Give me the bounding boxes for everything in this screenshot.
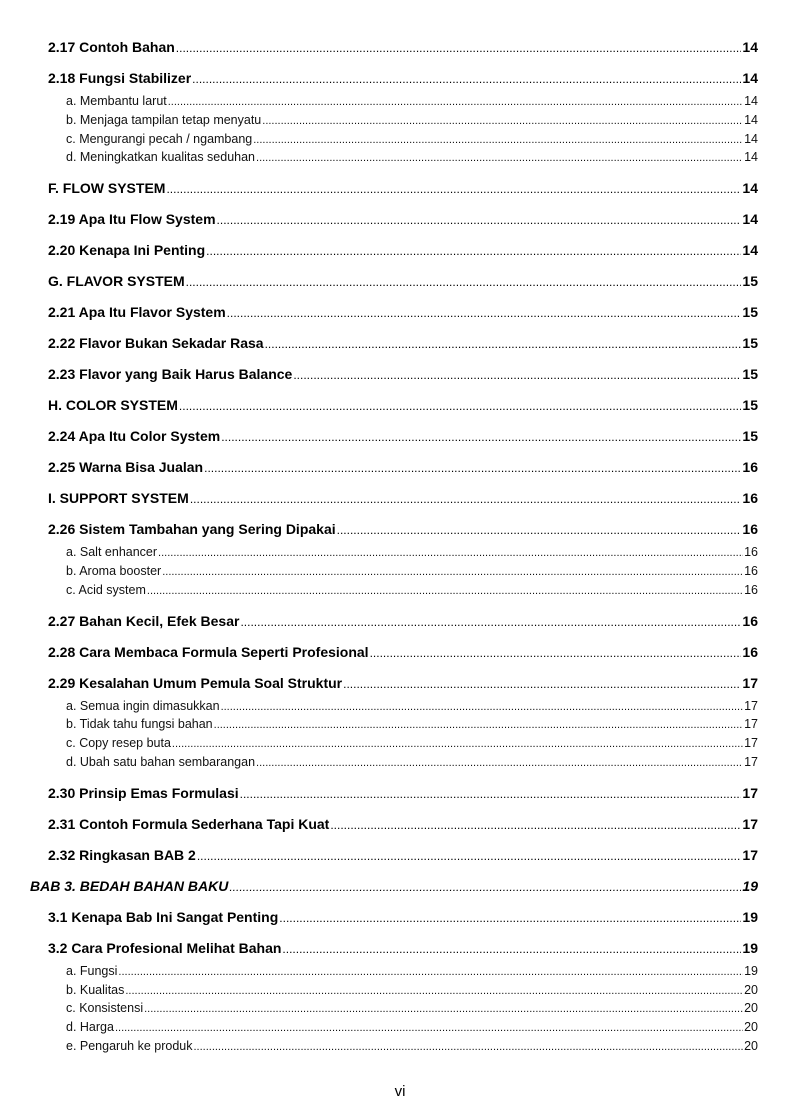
toc-entry-page: 14 bbox=[742, 180, 758, 197]
toc-entry-page: 15 bbox=[742, 397, 758, 414]
dot-leader bbox=[118, 964, 743, 982]
toc-entry-main[interactable] bbox=[48, 846, 758, 866]
toc-entry-sub[interactable] bbox=[48, 544, 758, 563]
dot-leader bbox=[204, 459, 741, 478]
toc-entry-title: a. Fungsi bbox=[66, 963, 118, 978]
dot-leader bbox=[147, 583, 743, 601]
toc-entry-page: 19 bbox=[742, 877, 758, 894]
dot-leader bbox=[192, 70, 741, 89]
dot-leader bbox=[217, 211, 742, 230]
toc-entry-main[interactable] bbox=[48, 365, 758, 385]
toc-entry-sub[interactable] bbox=[48, 1019, 758, 1038]
toc-entry-title: c. Copy resep buta bbox=[66, 736, 171, 751]
toc-entry-sub[interactable] bbox=[48, 563, 758, 582]
toc-entry-page: 17 bbox=[742, 674, 758, 691]
toc-entry-sub[interactable] bbox=[48, 1000, 758, 1019]
toc-entry-title: b. Menjaga tampilan tetap menyatu bbox=[66, 112, 262, 127]
toc-entry-title: a. Salt enhancer bbox=[66, 545, 158, 560]
toc-entry-page: 19 bbox=[742, 939, 758, 956]
dot-leader bbox=[265, 335, 742, 354]
toc-entry-page: 15 bbox=[742, 428, 758, 445]
dot-leader bbox=[227, 304, 742, 323]
dot-leader bbox=[337, 521, 742, 540]
dot-leader bbox=[168, 94, 743, 112]
toc-entry-main[interactable] bbox=[48, 458, 758, 478]
dot-leader bbox=[206, 242, 741, 261]
toc-entry-title: a. Semua ingin dimasukkan bbox=[66, 698, 220, 713]
toc-entry-page: 14 bbox=[744, 150, 758, 165]
toc-entry-title: b. Aroma booster bbox=[66, 563, 162, 578]
toc-entry-page: 16 bbox=[742, 612, 758, 629]
toc-entry-page: 16 bbox=[742, 643, 758, 660]
toc-entry-page: 16 bbox=[742, 490, 758, 507]
dot-leader bbox=[240, 613, 741, 632]
toc-entry-main[interactable] bbox=[48, 427, 758, 447]
toc-entry-page: 17 bbox=[744, 698, 758, 713]
dot-leader bbox=[256, 150, 743, 168]
toc-entry-main[interactable] bbox=[48, 241, 758, 261]
toc-entry-title: 2.17 Contoh Bahan bbox=[48, 39, 175, 55]
toc-entry-title: b. Kualitas bbox=[66, 982, 125, 997]
toc-entry-page: 14 bbox=[742, 70, 758, 86]
toc-entry-title: 2.31 Contoh Formula Sederhana Tapi Kuat bbox=[48, 815, 330, 832]
toc-entry-page: 19 bbox=[744, 963, 758, 978]
dot-leader bbox=[179, 397, 742, 416]
toc-entry-sub[interactable] bbox=[48, 582, 758, 601]
toc-entry-section[interactable] bbox=[48, 272, 758, 292]
dot-leader bbox=[190, 490, 742, 509]
toc-entry-sub[interactable] bbox=[48, 131, 758, 150]
toc-entry-title: 2.21 Apa Itu Flavor System bbox=[48, 304, 226, 321]
toc-entry-title: H. COLOR SYSTEM bbox=[48, 397, 178, 414]
toc-entry-page: 17 bbox=[742, 815, 758, 832]
toc-entry-page: 14 bbox=[744, 94, 758, 108]
toc-entry-title: 2.32 Ringkasan BAB 2 bbox=[48, 846, 196, 863]
dot-leader bbox=[293, 366, 741, 385]
toc-entry-sub[interactable] bbox=[48, 149, 758, 168]
toc-entry-title: G. FLAVOR SYSTEM bbox=[48, 273, 185, 290]
toc-entry-section[interactable] bbox=[48, 396, 758, 416]
toc-entry-page: 20 bbox=[744, 982, 758, 997]
toc-entry-main[interactable] bbox=[48, 210, 758, 230]
toc-entry-title: c. Konsistensi bbox=[66, 1001, 144, 1016]
toc-entry-sub[interactable] bbox=[48, 1038, 758, 1057]
dot-leader bbox=[186, 273, 742, 292]
toc-entry-page: 17 bbox=[744, 754, 758, 769]
toc-entry-page: 17 bbox=[744, 717, 758, 732]
toc-entry-main[interactable] bbox=[48, 939, 758, 959]
dot-leader bbox=[144, 1001, 743, 1019]
toc-entry-title: BAB 3. BEDAH BAHAN BAKU bbox=[30, 877, 229, 894]
toc-entry-main[interactable] bbox=[48, 69, 758, 89]
dot-leader bbox=[176, 39, 742, 58]
toc-entry-page: 20 bbox=[744, 1038, 758, 1053]
toc-entry-sub[interactable] bbox=[48, 112, 758, 131]
dot-leader bbox=[193, 1039, 743, 1057]
toc-entry-page: 17 bbox=[744, 736, 758, 751]
page-number: vi bbox=[394, 1083, 406, 1100]
toc-entry-title: c. Mengurangi pecah / ngambang bbox=[66, 131, 253, 146]
toc-entry-page: 14 bbox=[742, 39, 758, 55]
toc-entry-page: 15 bbox=[742, 335, 758, 352]
dot-leader bbox=[370, 644, 742, 663]
toc-entry-section[interactable] bbox=[48, 489, 758, 509]
dot-leader bbox=[282, 940, 741, 959]
toc-entry-title: c. Acid system bbox=[66, 582, 146, 597]
dot-leader bbox=[125, 983, 743, 1001]
toc-entry-page: 17 bbox=[742, 784, 758, 801]
toc-entry-page: 16 bbox=[742, 521, 758, 538]
toc-entry-section[interactable] bbox=[48, 179, 758, 199]
toc-entry-title: 2.30 Prinsip Emas Formulasi bbox=[48, 784, 239, 801]
toc-entry-page: 16 bbox=[744, 582, 758, 597]
toc-entry-title: a. Membantu larut bbox=[66, 94, 167, 108]
toc-entry-title: d. Ubah satu bahan sembarangan bbox=[66, 754, 256, 769]
toc-entry-title: b. Tidak tahu fungsi bahan bbox=[66, 717, 213, 732]
dot-leader bbox=[158, 545, 743, 563]
dot-leader bbox=[240, 785, 742, 804]
toc-entry-chapter[interactable] bbox=[30, 877, 758, 897]
toc-entry-main[interactable] bbox=[48, 643, 758, 663]
toc-entry-sub[interactable] bbox=[48, 93, 758, 112]
toc-entry-title: e. Pengaruh ke produk bbox=[66, 1038, 193, 1053]
dot-leader bbox=[197, 847, 742, 866]
toc-entry-sub[interactable] bbox=[48, 982, 758, 1001]
toc-entry-main[interactable] bbox=[48, 674, 758, 694]
toc-entry-title: 2.24 Apa Itu Color System bbox=[48, 428, 221, 445]
toc-entry-title: 3.1 Kenapa Bab Ini Sangat Penting bbox=[48, 908, 279, 925]
toc-entry-main[interactable] bbox=[48, 303, 758, 323]
toc-entry-main[interactable] bbox=[48, 815, 758, 835]
toc-entry-page: 19 bbox=[742, 908, 758, 925]
dot-leader bbox=[221, 699, 744, 717]
dot-leader bbox=[172, 736, 743, 754]
toc-entry-page: 15 bbox=[742, 366, 758, 383]
dot-leader bbox=[330, 816, 741, 835]
toc-entry-page: 15 bbox=[742, 273, 758, 290]
toc-entry-page: 20 bbox=[744, 1020, 758, 1035]
toc-entry-sub[interactable] bbox=[48, 698, 758, 717]
dot-leader bbox=[166, 180, 741, 199]
toc-entry-title: 3.2 Cara Profesional Melihat Bahan bbox=[48, 939, 282, 956]
toc-entry-title: 2.25 Warna Bisa Jualan bbox=[48, 459, 204, 476]
dot-leader bbox=[229, 878, 741, 897]
toc-entry-main[interactable] bbox=[48, 38, 758, 58]
toc-entry-page: 20 bbox=[744, 1001, 758, 1016]
toc-entry-sub[interactable] bbox=[48, 963, 758, 982]
table-of-contents bbox=[30, 38, 758, 1057]
toc-entry-page: 16 bbox=[744, 545, 758, 560]
toc-entry-page: 17 bbox=[742, 846, 758, 863]
toc-entry-title: 2.18 Fungsi Stabilizer bbox=[48, 70, 192, 86]
toc-entry-title: 2.27 Bahan Kecil, Efek Besar bbox=[48, 612, 240, 629]
toc-entry-title: 2.23 Flavor yang Baik Harus Balance bbox=[48, 366, 293, 383]
toc-entry-title: d. Harga bbox=[66, 1020, 114, 1035]
toc-entry-main[interactable] bbox=[48, 334, 758, 354]
toc-entry-page: 14 bbox=[744, 131, 758, 146]
toc-entry-title: 2.22 Flavor Bukan Sekadar Rasa bbox=[48, 335, 264, 352]
toc-entry-page: 14 bbox=[742, 242, 758, 259]
toc-entry-sub[interactable] bbox=[48, 754, 758, 773]
toc-entry-page: 14 bbox=[744, 112, 758, 127]
toc-entry-title: F. FLOW SYSTEM bbox=[48, 180, 166, 197]
dot-leader bbox=[279, 909, 741, 928]
dot-leader bbox=[256, 755, 743, 773]
toc-entry-sub[interactable] bbox=[48, 735, 758, 754]
dot-leader bbox=[115, 1020, 743, 1038]
toc-entry-title: 2.26 Sistem Tambahan yang Sering Dipakai bbox=[48, 521, 336, 538]
toc-entry-page: 16 bbox=[744, 563, 758, 578]
toc-entry-title: 2.19 Apa Itu Flow System bbox=[48, 211, 216, 228]
dot-leader bbox=[253, 132, 743, 150]
toc-entry-main[interactable] bbox=[48, 784, 758, 804]
toc-entry-page: 16 bbox=[742, 459, 758, 476]
toc-entry-main[interactable] bbox=[48, 908, 758, 928]
dot-leader bbox=[262, 113, 743, 131]
toc-entry-title: 2.29 Kesalahan Umum Pemula Soal Struktur bbox=[48, 674, 343, 691]
toc-entry-page: 15 bbox=[742, 304, 758, 321]
toc-entry-page: 14 bbox=[742, 211, 758, 228]
dot-leader bbox=[214, 717, 743, 735]
toc-entry-title: I. SUPPORT SYSTEM bbox=[48, 490, 189, 507]
toc-entry-title: 2.20 Kenapa Ini Penting bbox=[48, 242, 206, 259]
toc-entry-main[interactable] bbox=[48, 612, 758, 632]
toc-entry-sub[interactable] bbox=[48, 716, 758, 735]
dot-leader bbox=[343, 675, 741, 694]
dot-leader bbox=[221, 428, 741, 447]
toc-entry-title: 2.28 Cara Membaca Formula Seperti Profesional bbox=[48, 643, 369, 660]
toc-entry-main[interactable] bbox=[48, 520, 758, 540]
dot-leader bbox=[162, 564, 743, 582]
toc-entry-title: d. Meningkatkan kualitas seduhan bbox=[66, 150, 256, 165]
